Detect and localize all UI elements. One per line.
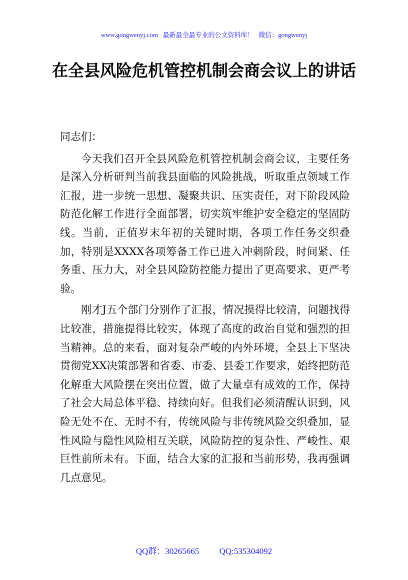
page-header [0,30,408,39]
header-site-url[interactable]: www.gongwenyj.com [100,32,158,39]
page-footer [0,545,408,557]
body-paragraph: 刚才J五个部门分别作了汇报，情况摸得比较清，问题找得比较准，措施提得比较实，体现了高度的政治自觉和强烈的担当精神。总的来看，面对复杂严峻的内外环境，全县上下坚决贯彻党XX决策部署和省委、市委、县委工作要求，始终把防范化解重大风险摆在突出位置，做了大量卓有成效的工作，保持了社会大局总体平稳、持续向好。但我们必须清醒认识到，风险无处不在、无时不有，传统风险与非传统风险交织叠加，显性风险与隐性风险相互关联，风险防控的复杂性、严峻性、艰巨性前所未有。下面，结合大家的汇报和当前形势，我再强调几点意见。 [60,304,350,484]
document-body [60,128,350,487]
document-title: 在全县风险危机管控机制会商会议上的讲话 [51,61,356,80]
header-wechat: 微信：gongwenyj [258,32,308,39]
salutation: 同志们： [60,131,102,143]
body-paragraph: 今天我们召开全县风险危机管控机制会商会议，主要任务是深入分析研判当前我县面临的风险挑战，听取重点领域工作汇报，进一步统一思想、凝聚共识、压实责任，对下阶段风险防范化解工作进行全面部署，切实筑牢维护安全稳定的坚固防线。当前，正值岁末年初的关键时期，各项工作任务交织叠加，特别是XXXX各项筹备工作已进入冲刺阶段，时间紧、任务重、压力大，对全县风险防控能力提出了更高要求、更严考验。 [60,152,350,295]
footer-qq-group: QQ群：30265665 [135,546,200,556]
footer-qq: QQ:535304092 [219,546,273,556]
header-slogan: 最新最全最专业的公文资料库！ [162,32,254,39]
